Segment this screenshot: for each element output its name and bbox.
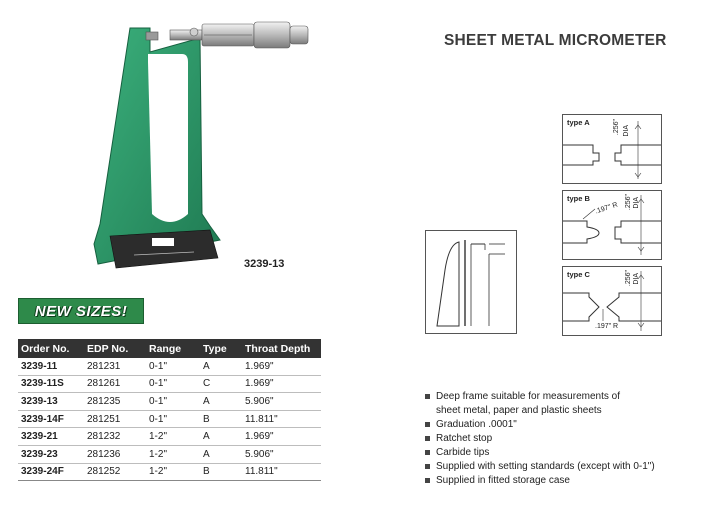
new-sizes-banner [18, 298, 144, 324]
heat-insulator [110, 230, 218, 268]
type-b-dim: .256" [625, 194, 632, 211]
micrometer-throat [148, 54, 188, 222]
header-order-no: Order No. [18, 339, 84, 358]
type-b-label: type B [567, 194, 590, 203]
feature-item: Carbide tips [424, 446, 655, 460]
order-no-cell: 3239-24F [18, 463, 84, 481]
type-a-label: type A [567, 118, 590, 127]
header-edp-no: EDP No. [84, 339, 146, 358]
edp-no-cell: 281261 [84, 375, 146, 393]
range-cell: 0-1" [146, 410, 200, 428]
table-row [18, 463, 321, 481]
edp-no-cell: 281236 [84, 445, 146, 463]
feature-item: Ratchet stop [424, 432, 655, 446]
throat-depth-cell: 11.811" [242, 410, 321, 428]
range-cell: 1-2" [146, 445, 200, 463]
throat-depth-cell: 11.811" [242, 463, 321, 481]
range-cell: 1-2" [146, 428, 200, 446]
range-cell: 0-1" [146, 358, 200, 375]
feature-item: Graduation .0001" [424, 418, 655, 432]
table-row [18, 358, 321, 375]
page-title: SHEET METAL MICROMETER [444, 32, 667, 49]
type-cell: A [200, 393, 242, 411]
feature-item: Supplied in fitted storage case [424, 474, 655, 488]
type-c-dim: .256" [625, 270, 632, 287]
type-b-diagram [562, 190, 662, 260]
type-b-radius: .197" R [594, 201, 619, 216]
type-cell: A [200, 428, 242, 446]
table-row [18, 410, 321, 428]
lock-knob [190, 28, 198, 36]
type-cell: B [200, 410, 242, 428]
type-cell: C [200, 375, 242, 393]
type-cell: A [200, 445, 242, 463]
type-c-dia: DIA [633, 273, 640, 285]
type-c-label: type C [567, 270, 590, 279]
type-a-diagram [562, 114, 662, 184]
header-range: Range [146, 339, 200, 358]
type-a-dia: DIA [623, 125, 630, 137]
feature-item: Supplied with setting standards (except with 0-1") [424, 460, 655, 474]
type-c-diagram [562, 266, 662, 336]
feature-item-continued: sheet metal, paper and plastic sheets [436, 405, 602, 416]
edp-no-cell: 281231 [84, 358, 146, 375]
edp-no-cell: 281251 [84, 410, 146, 428]
micrometer-illustration [90, 14, 330, 276]
frame-section-diagram [425, 230, 517, 334]
model-caption: 3239-13 [244, 258, 285, 270]
throat-depth-cell: 1.969" [242, 375, 321, 393]
order-no-cell: 3239-14F [18, 410, 84, 428]
throat-depth-cell: 5.906" [242, 445, 321, 463]
type-b-dia: DIA [633, 197, 640, 209]
spec-table [18, 339, 321, 481]
table-row [18, 375, 321, 393]
insize-logo [152, 238, 174, 246]
new-sizes-text: NEW SIZES! [34, 302, 128, 320]
order-no-cell: 3239-21 [18, 428, 84, 446]
thimble [254, 22, 290, 48]
table-header-row [18, 339, 321, 358]
type-cell: B [200, 463, 242, 481]
edp-no-cell: 281235 [84, 393, 146, 411]
anvil [146, 32, 158, 40]
range-cell: 0-1" [146, 375, 200, 393]
order-no-cell: 3239-11S [18, 375, 84, 393]
feature-list [424, 390, 655, 488]
header-type: Type [200, 339, 242, 358]
ratchet [290, 26, 308, 44]
table-row [18, 445, 321, 463]
edp-no-cell: 281252 [84, 463, 146, 481]
throat-depth-cell: 5.906" [242, 393, 321, 411]
throat-depth-cell: 1.969" [242, 358, 321, 375]
order-no-cell: 3239-13 [18, 393, 84, 411]
feature-item: Deep frame suitable for measurements of [424, 390, 655, 404]
table-row [18, 393, 321, 411]
table-row [18, 428, 321, 446]
order-no-cell: 3239-23 [18, 445, 84, 463]
throat-depth-cell: 1.969" [242, 428, 321, 446]
range-cell: 1-2" [146, 463, 200, 481]
type-c-radius: .197" R [595, 323, 619, 330]
range-cell: 0-1" [146, 393, 200, 411]
header-throat-depth: Throat Depth [242, 339, 321, 358]
type-cell: A [200, 358, 242, 375]
type-a-dim: .256" [613, 119, 620, 136]
order-no-cell: 3239-11 [18, 358, 84, 375]
edp-no-cell: 281232 [84, 428, 146, 446]
